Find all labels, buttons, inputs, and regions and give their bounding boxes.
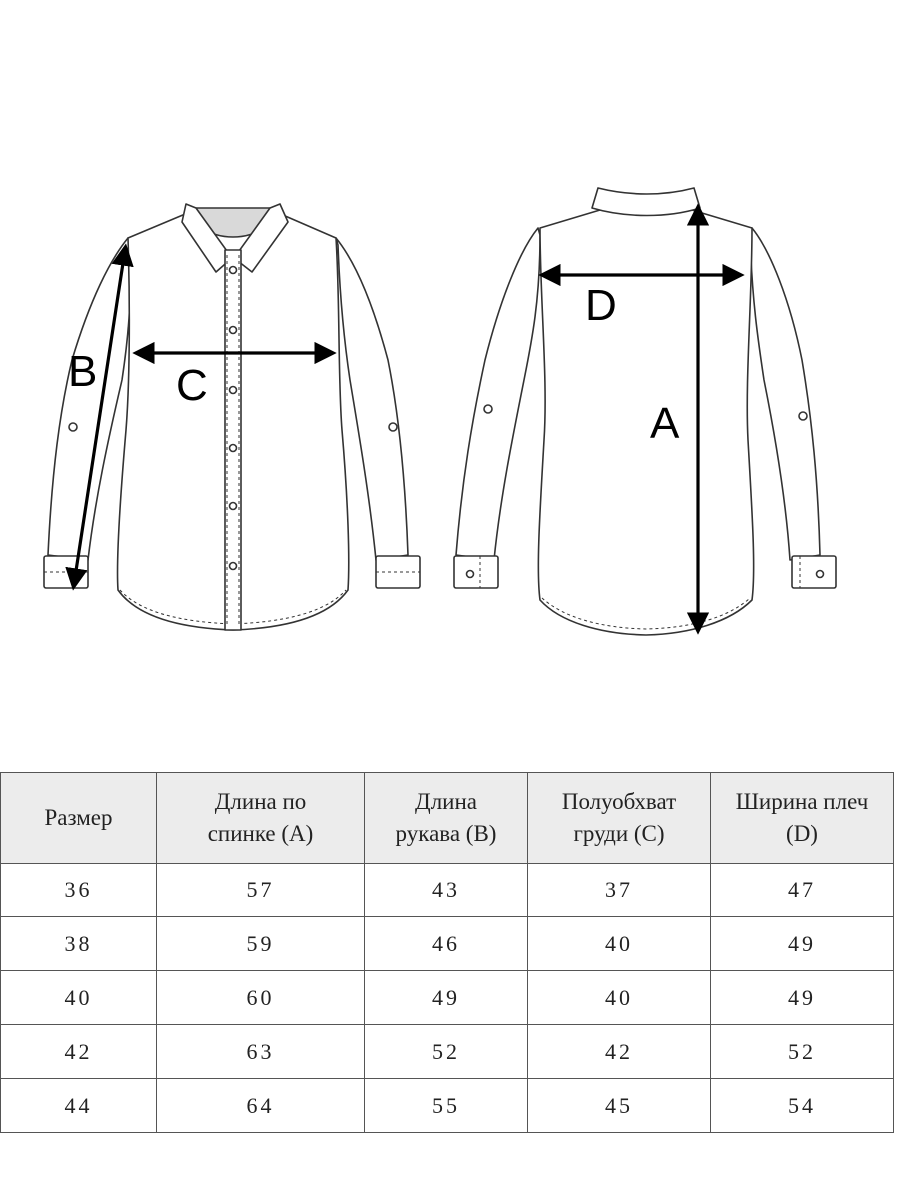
header-text: рукава (B)	[395, 821, 497, 846]
header-text: груди (C)	[573, 821, 665, 846]
table-row	[1, 864, 894, 917]
table-cell: 49	[711, 971, 894, 1025]
table-cell: 43	[365, 864, 528, 917]
table-cell: 45	[528, 1079, 711, 1133]
table-cell: 64	[157, 1079, 365, 1133]
table-cell: 44	[1, 1079, 157, 1133]
table-cell: 55	[365, 1079, 528, 1133]
shirt-back-drawing	[454, 188, 836, 635]
header-text: Ширина плеч	[735, 789, 869, 814]
table-cell: 40	[528, 917, 711, 971]
size-table	[0, 772, 894, 1133]
table-cell: 52	[365, 1025, 528, 1079]
label-b: B	[68, 347, 98, 396]
table-row	[1, 1079, 894, 1133]
table-cell: 52	[711, 1025, 894, 1079]
table-cell: 57	[157, 864, 365, 917]
header-text: спинке (A)	[207, 821, 314, 846]
table-cell: 46	[365, 917, 528, 971]
header-back-length	[157, 773, 365, 864]
table-cell: 60	[157, 971, 365, 1025]
header-sleeve-length	[365, 773, 528, 864]
table-row	[1, 1025, 894, 1079]
header-text: Длина по	[214, 789, 307, 814]
label-c: C	[176, 361, 208, 410]
header-shoulder-width	[711, 773, 894, 864]
header-text: Размер	[44, 805, 113, 830]
header-half-chest	[528, 773, 711, 864]
table-cell: 42	[528, 1025, 711, 1079]
header-text: (D)	[786, 821, 818, 846]
table-cell: 42	[1, 1025, 157, 1079]
table-cell: 36	[1, 864, 157, 917]
table-cell: 47	[711, 864, 894, 917]
label-d: D	[585, 281, 617, 330]
header-row	[1, 773, 894, 864]
label-a: A	[650, 399, 680, 448]
table-cell: 40	[528, 971, 711, 1025]
table-cell: 59	[157, 917, 365, 971]
table-cell: 49	[711, 917, 894, 971]
table-cell: 38	[1, 917, 157, 971]
table-cell: 63	[157, 1025, 365, 1079]
table-row	[1, 971, 894, 1025]
table-cell: 54	[711, 1079, 894, 1133]
header-text: Полуобхват	[561, 789, 677, 814]
table-cell: 40	[1, 971, 157, 1025]
header-size	[1, 773, 157, 864]
table-cell: 37	[528, 864, 711, 917]
table-row	[1, 917, 894, 971]
table-cell: 49	[365, 971, 528, 1025]
header-text: Длина	[415, 789, 477, 814]
